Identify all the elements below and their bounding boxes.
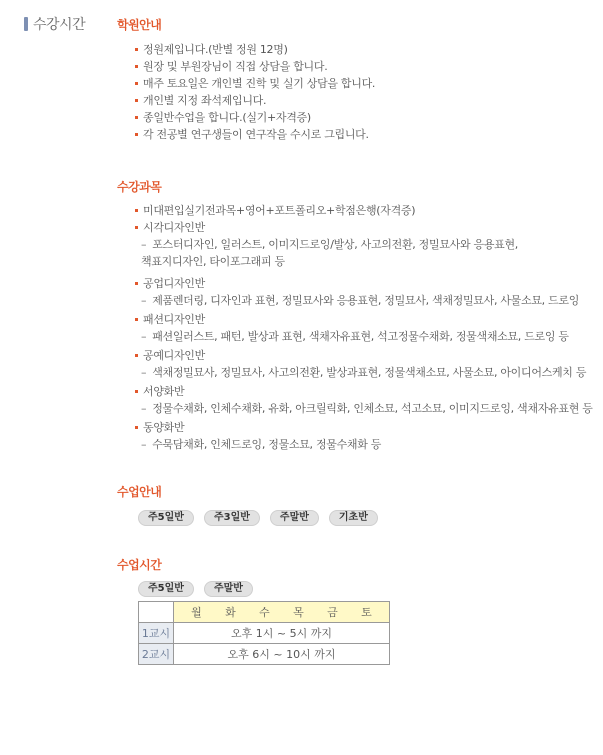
course-item: 시각디자인반 <box>135 219 593 236</box>
class-pill-basic[interactable]: 기초반 <box>329 510 378 526</box>
day-label: 화 <box>225 606 236 619</box>
table-row <box>139 644 390 665</box>
bullet-icon <box>135 133 138 136</box>
bullet-icon <box>135 209 138 212</box>
course-item: 서양화반 <box>135 383 593 400</box>
list-item: 매주 토요일은 개인별 진학 및 실기 상담을 합니다. <box>135 75 375 92</box>
list-item: 정원제입니다.(반별 정원 12명) <box>135 41 375 58</box>
bullet-icon <box>135 354 138 357</box>
class-pill-3day[interactable]: 주3일반 <box>204 510 260 526</box>
schedule-days-cell <box>174 602 390 623</box>
course-detail: – 색채정밀묘사, 정밀묘사, 사고의전환, 발상과표현, 정물색채소묘, 사물소묘, 아이디어스케치 등 <box>141 366 587 379</box>
time-cell: 오후 6시 ~ 10시 까지 <box>174 644 390 665</box>
time-cell: 오후 1시 ~ 5시 까지 <box>174 623 390 644</box>
bullet-icon <box>135 116 138 119</box>
page-title <box>24 14 85 34</box>
class-pill-5day[interactable]: 주5일반 <box>138 510 194 526</box>
course-detail: – 제품렌더링, 디자인과 표현, 정밀묘사와 응용표현, 정밀묘사, 색채정밀묘사, 사물소묘, 드로잉 <box>141 294 580 307</box>
course-detail: – 수묵담채화, 인체드로잉, 정물소묘, 정물수채화 등 <box>141 438 382 451</box>
day-label: 수 <box>259 606 270 619</box>
course-detail: – 패션일러스트, 패턴, 발상과 표현, 색채자유표현, 석고정물수채화, 정물색채소묘, 드로잉 등 <box>141 330 569 343</box>
section-title-courses: 수강과목 <box>117 180 162 194</box>
schedule-header-row <box>139 602 390 623</box>
course-item: 동양화반 <box>135 419 593 436</box>
bullet-icon <box>135 82 138 85</box>
day-label: 토 <box>361 606 372 619</box>
guide-list <box>135 41 375 143</box>
day-label: 금 <box>327 606 338 619</box>
list-item: 개인별 지정 좌석제입니다. <box>135 92 375 109</box>
table-row <box>139 623 390 644</box>
course-item: 공업디자인반 <box>135 275 593 292</box>
bullet-icon <box>135 65 138 68</box>
hours-pill-group <box>138 581 253 597</box>
page-title-text: 수강시간 <box>33 17 86 33</box>
bullet-icon <box>135 282 138 285</box>
course-detail: 책표지디자인, 타이포그래피 등 <box>141 255 285 268</box>
bullet-icon <box>135 226 138 229</box>
section-title-guide: 학원안내 <box>117 18 162 32</box>
bullet-icon <box>135 48 138 51</box>
bullet-icon <box>135 99 138 102</box>
period-cell: 1교시 <box>139 623 174 644</box>
bullet-icon <box>135 390 138 393</box>
hours-pill-weekend[interactable]: 주말반 <box>204 581 253 597</box>
course-detail: – 정물수채화, 인체수채화, 유화, 아크릴릭화, 인체소묘, 석고소묘, 이미지드로잉, 색채자유표현 등 <box>141 402 593 415</box>
course-item: 공예디자인반 <box>135 347 593 364</box>
title-bar-icon <box>24 17 28 31</box>
bullet-icon <box>135 426 138 429</box>
class-pill-group <box>138 510 378 526</box>
course-item: 패션디자인반 <box>135 311 593 328</box>
section-title-hours: 수업시간 <box>117 558 162 572</box>
hours-pill-5day[interactable]: 주5일반 <box>138 581 194 597</box>
course-detail: – 포스터디자인, 일러스트, 이미지드로잉/발상, 사고의전환, 정밀묘사와 응용표현, <box>141 238 519 251</box>
list-item: 종일반수업을 합니다.(실기+자격증) <box>135 109 375 126</box>
section-title-classes: 수업안내 <box>117 485 162 499</box>
day-label: 목 <box>293 606 304 619</box>
class-pill-weekend[interactable]: 주말반 <box>270 510 319 526</box>
bullet-icon <box>135 318 138 321</box>
day-label: 월 <box>191 606 202 619</box>
period-cell: 2교시 <box>139 644 174 665</box>
list-item: 각 전공별 연구생들이 연구작을 수시로 그립니다. <box>135 126 375 143</box>
course-item: 미대편입실기전과목+영어+포트폴리오+학점은행(자격증) <box>135 202 593 219</box>
list-item: 원장 및 부원장님이 직접 상담을 합니다. <box>135 58 375 75</box>
schedule-table <box>138 601 390 665</box>
schedule-corner-cell <box>139 602 174 623</box>
course-list <box>135 202 593 453</box>
